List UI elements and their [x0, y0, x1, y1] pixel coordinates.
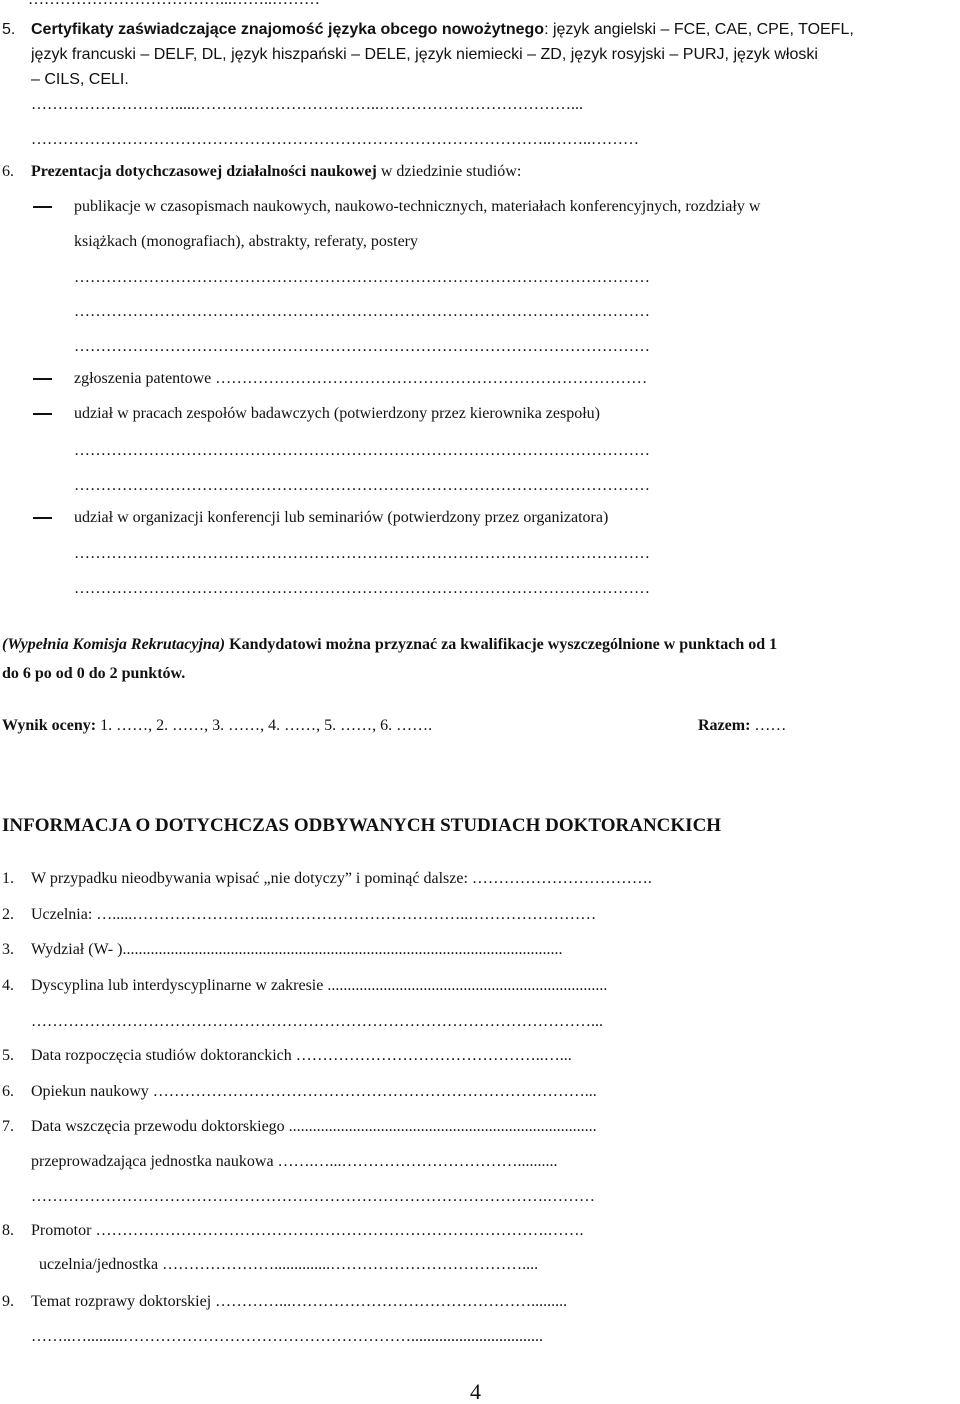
- top-dots: [28, 0, 960, 10]
- publications-dots-2: ………………………………………………………………………………………………: [74, 303, 650, 320]
- field-label: Dyscyplina lub interdyscyplinarne w zakresie ......................................................................: [31, 977, 608, 994]
- field-number: 1.: [2, 870, 14, 887]
- publications-dots-3: ………………………………………………………………………………………………: [74, 338, 650, 355]
- page-number: 4: [470, 1380, 481, 1404]
- score-line: [2, 716, 682, 736]
- bullet-dash: [33, 517, 52, 519]
- item-5-dots-2: ……………………………………………………………………………………..……..………: [31, 131, 639, 148]
- field-number: 4.: [2, 977, 14, 994]
- field-number: 3.: [2, 941, 14, 958]
- item-6-title: Prezentacja dotychczasowej działalności naukowej: [31, 163, 377, 180]
- bullet-publications-line-2: książkach (monografiach), abstrakty, referaty, postery: [74, 233, 418, 250]
- field-row: [2, 1255, 960, 1275]
- field-label: ……..….........……………………………………………….................................: [31, 1328, 543, 1345]
- commission-note-rest: Kandydatowi można przyznać za kwalifikacje wyszczególnione w punktach od 1: [225, 636, 778, 653]
- field-label: Data rozpoczęcia studiów doktoranckich ………………………………………..…...: [31, 1047, 572, 1064]
- field-row: [2, 1221, 960, 1241]
- bullet-conferences: udział w organizacji konferencji lub seminariów (potwierdzony przez organizatora): [74, 509, 609, 526]
- field-row: [2, 1327, 960, 1347]
- field-row: [2, 1187, 960, 1207]
- field-number: 6.: [2, 1083, 14, 1100]
- field-number: 8.: [2, 1222, 14, 1239]
- field-number: 5.: [2, 1047, 14, 1064]
- field-number: 7.: [2, 1118, 14, 1135]
- item-5-dots-1: ……………………….....……………………………..………………………………...: [31, 96, 583, 113]
- field-label: Uczelnia: ….....……………………..………………………………..……………………: [31, 906, 597, 923]
- score-label: Wynik oceny:: [2, 717, 97, 734]
- field-number: 9.: [2, 1293, 14, 1310]
- section-heading: INFORMACJA O DOTYCHCZAS ODBYWANYCH STUDIACH DOKTORANCKICH: [2, 815, 722, 836]
- field-label: …………………………………………………………………………………….………: [31, 1188, 595, 1205]
- bullet-dash: [33, 413, 52, 415]
- item-5-line-3: – CILS, CELI.: [31, 71, 129, 88]
- field-row: [2, 1046, 960, 1066]
- field-row: [2, 940, 960, 960]
- field-row: [2, 1292, 960, 1312]
- field-label: ……………………………………………………………………………………………...: [31, 1013, 603, 1030]
- commission-note-italic: (Wypełnia Komisja Rekrutacyjna): [2, 636, 226, 653]
- field-row: [2, 1117, 960, 1137]
- conferences-dots-1: ………………………………………………………………………………………………: [74, 545, 650, 562]
- item-5-line-1: [2, 20, 960, 40]
- item-5-title: Certyfikaty zaświadczające znajomość języka obcego nowożytnego: [31, 21, 545, 38]
- field-label: Temat rozprawy doktorskiej …………...……………………………………….........: [31, 1293, 568, 1310]
- commission-note-line-1: [2, 635, 960, 655]
- field-row: [2, 1152, 960, 1172]
- field-label: Promotor ………………………………………………………………………….…….: [31, 1222, 584, 1239]
- conferences-dots-2: ………………………………………………………………………………………………: [74, 580, 650, 597]
- field-label: Wydział (W- )..............................................................................................................: [31, 941, 563, 958]
- item-5-line-2: język francuski – DELF, DL, język hiszpański – DELE, język niemiecki – ZD, język rosyjski – PURJ, język włoski: [31, 46, 818, 63]
- item-6-title-rest: w dziedzinie studiów:: [376, 163, 522, 180]
- research-teams-dots-1: ………………………………………………………………………………………………: [74, 442, 650, 459]
- research-teams-dots-2: ………………………………………………………………………………………………: [74, 477, 650, 494]
- bullet-dash: [33, 206, 52, 208]
- total-label: Razem:: [698, 717, 751, 734]
- bullet-patents: zgłoszenia patentowe ………………………………………………………………………: [74, 370, 648, 387]
- total-dots: ……: [750, 717, 787, 734]
- item-5-number: 5.: [2, 21, 16, 38]
- field-row: [2, 869, 960, 889]
- bullet-publications-line-1: publikacje w czasopismach naukowych, naukowo-technicznych, materiałach konferencyjnych, rozdziały w: [74, 198, 761, 215]
- score-values: 1. ……, 2. ……, 3. ……, 4. ……, 5. ……, 6. …….: [96, 717, 433, 734]
- field-row: [2, 905, 960, 925]
- item-5-line-1-rest: : język angielski – FCE, CAE, CPE, TOEFL,: [544, 21, 854, 38]
- field-label: uczelnia/jednostka …………………..............………………………………....: [39, 1256, 539, 1273]
- field-label: Opiekun naukowy ………………………………………………………………………...: [31, 1083, 597, 1100]
- field-number: 2.: [2, 906, 14, 923]
- field-row: [2, 1012, 960, 1032]
- field-row: [2, 1082, 960, 1102]
- field-label: W przypadku nieodbywania wpisać „nie dotyczy” i pominąć dalsze: …………………………….: [31, 870, 652, 887]
- field-row: [2, 976, 960, 996]
- item-6-line: [2, 162, 960, 182]
- bullet-research-teams: udział w pracach zespołów badawczych (potwierdzony przez kierownika zespołu): [74, 405, 600, 422]
- bullet-dash: [33, 378, 52, 380]
- item-6-number: 6.: [2, 163, 14, 180]
- field-label: przeprowadzająca jednostka naukowa …….…...……………………………..........: [31, 1153, 558, 1170]
- publications-dots-1: ………………………………………………………………………………………………: [74, 269, 650, 286]
- field-label: Data wszczęcia przewodu doktorskiego .............................................................................: [31, 1118, 597, 1135]
- total-line: [698, 716, 960, 736]
- commission-note-line-2: do 6 po od 0 do 2 punktów.: [2, 665, 186, 682]
